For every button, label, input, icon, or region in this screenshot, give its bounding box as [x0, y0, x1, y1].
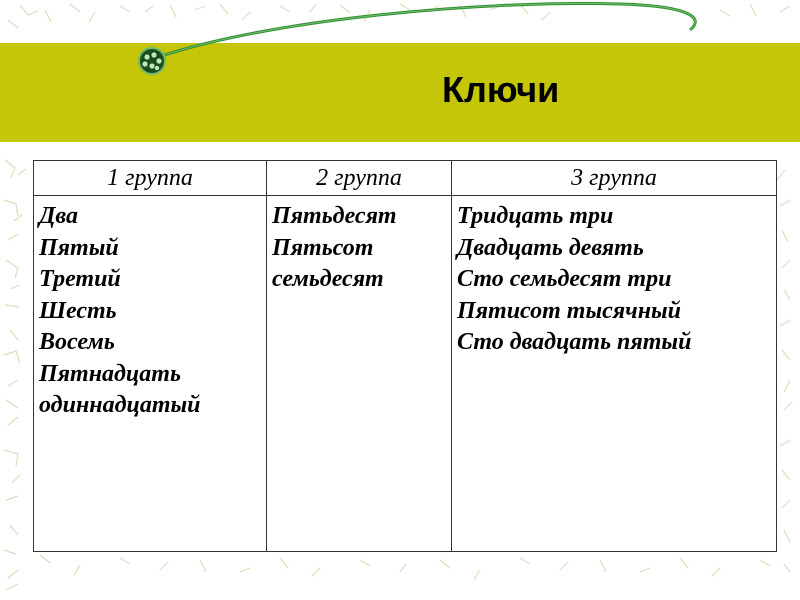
column-header-group-3: 3 группа	[452, 161, 777, 196]
table-header-row	[34, 161, 777, 196]
group-3-item: Двадцать девять	[457, 234, 644, 261]
group-1-item: Восемь	[39, 329, 115, 355]
column-header-group-1: 1 группа	[34, 161, 267, 196]
group-2-cell	[267, 196, 452, 552]
group-2-item: Пятьдесят	[272, 203, 397, 229]
table-row	[34, 196, 777, 552]
group-3-item: Пятисот тысячный	[457, 297, 682, 324]
group-1-item: Два	[39, 203, 78, 229]
keys-table-container	[33, 160, 776, 552]
column-header-group-2: 2 группа	[267, 161, 452, 196]
group-3-item: Сто семьдесят три	[457, 266, 672, 292]
group-2-item: семьдесят	[272, 266, 384, 292]
group-1-item: Пятый	[39, 234, 119, 261]
group-3-cell	[452, 196, 777, 552]
keys-table	[33, 160, 777, 552]
group-1-item: Пятнадцать	[39, 360, 181, 387]
group-1-item: Третий	[39, 266, 121, 292]
group-2-item: Пятьсот	[272, 234, 374, 261]
group-1-item: Шесть	[39, 297, 117, 324]
group-3-item: Сто двадцать пятый	[457, 329, 692, 355]
group-3-item: Тридцать три	[457, 203, 614, 229]
group-1-item: одиннадцатый	[39, 392, 201, 418]
decorative-curve	[0, 0, 800, 150]
group-1-cell	[34, 196, 267, 552]
slide-title: Ключи	[442, 69, 560, 110]
bullet-orb-icon	[139, 48, 165, 74]
